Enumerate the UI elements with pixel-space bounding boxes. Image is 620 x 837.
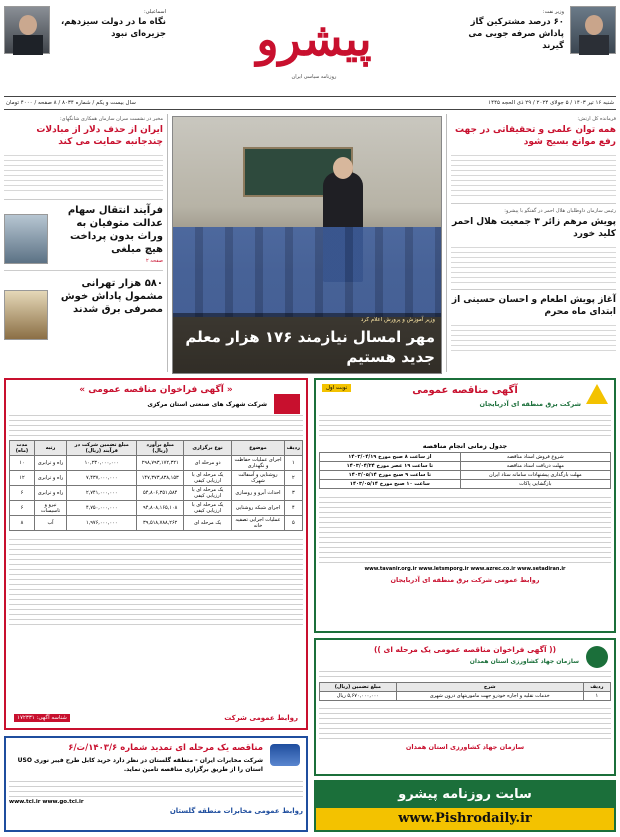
left-kicker: اسماعیلی:: [144, 9, 166, 15]
redcrescent-body: [451, 243, 616, 285]
tender-table: ردیف موضوع نوع برگزاری مبلغ برآورد (ریال) مبلغ تضمین شرکت در فرآیند (ریال) رتبه مدت (ماه) ۱ اجرای عملیات حفاظت و نگهداری دو مرحله ای ۲۹۸,۷۹۳,۱۷۲,۳۲۱ ۱۰,۲۳۰,۰۰۰,۰۰۰ راه و ترابری ۱۰ ۲ روشنایی و آسفالت شهرک یک مرحله ای با ارزیابی کیفی ۱۴۷,۳۷۳,۸۳۸,۱۵۳ ۷,۴۳۷,۰۰۰,۰۰۰ راه و ترابری ۱۲ ۳ احداث آبرو و روسازی یک مرحله ای با ارزیابی کیفی ۵۴,۸۰۶,۳۵۱,۵۸۴ ۲,۷۴۱,۰۰۰,۰۰۰ راه و ترابری ۶ ۴ اجرای شبکه روشنایی یک مرحله ای با ارزیابی کیفی ۹۴,۸۰۸,۱۶۵,۱۰۸ ۴,۷۵۰,۰۰۰,۰۰۰ نیرو و تاسیسات ۶ ۵ عملیات اجرایی تصفیه خانه یک مرحله ای ۳۹,۵۱۸,۷۸۸,۲۶۲ ۱,۹۷۶,۰۰۰,۰۰۰ آب ۸: [9, 440, 303, 531]
schedule-table: شروع فروش اسناد مناقصه از ساعت ۸ صبح مورخ ۱۴۰۳/۰۴/۱۹ مهلت دریافت اسناد مناقصه تا ساعت ۱۹ عصر مورخ ۱۴۰۳/۰۴/۲۴ مهلت بارگذاری پیشنهادات سامانه ستاد ایران تا ساعت ۹ صبح مورخ ۱۴۰۳/۰۵/۱۴ بازگشایی پاکات ساعت ۱۰ صبح مورخ ۱۴۰۳/۰۵/۱۴: [319, 452, 611, 489]
table-row: ۱ اجرای عملیات حفاظت و نگهداری دو مرحله ای ۲۹۸,۷۹۳,۱۷۲,۳۲۱ ۱۰,۲۳۰,۰۰۰,۰۰۰ راه و ترابری ۱۰: [10, 456, 303, 471]
ad-footer: روابط عمومی شرکت برق منطقه ای آذربایجان: [390, 576, 540, 584]
army-body: [451, 151, 616, 199]
main-headline: مهر امسال نیازمند ۱۷۶ هزار معلم جدید هستیم: [185, 328, 435, 366]
date-bar: [4, 96, 616, 110]
ad-company: شرکت شهرک های صنعتی استان مرکزی: [147, 401, 267, 408]
ad-sites: www.tci.ir www.go.tci.ir: [9, 799, 84, 805]
date-line: شنبه ۱۶ تیر ۱۴۰۳ / ۵ جولای ۲۰۲۴ / ۲۹ ذی الحجه ۱۴۴۵: [488, 100, 614, 106]
ad-intro-text: [319, 411, 611, 439]
logo-text: پیشرو: [256, 12, 372, 66]
left-masthead-headline: نگاه ما در دولت سیزدهم، جزیره‌ای نبود: [61, 17, 166, 39]
ad-subtitle: شرکت برق منطقه ای آذربایجان: [479, 400, 581, 408]
first-notice-badge: نوبت اول: [322, 384, 351, 392]
ad-azarbaijan-electric: [314, 378, 616, 633]
ad-intro-text: [9, 411, 303, 437]
ad-number: شناسه آگهی: ۱۷۲۳۳۱: [14, 714, 70, 722]
page-ref: صفحه ۲: [146, 258, 163, 264]
muharram-headline: آغاز پویش اطعام و احسان حسینی از ابتدای ماه محرم: [451, 295, 616, 317]
ad-footer: روابط عمومی شرکت: [224, 714, 298, 722]
right-news-column: [446, 114, 616, 372]
ad-title: (( آگهی فراخوان مناقصه عمومی یک مرحله ای )): [373, 645, 557, 654]
mokhber-kicker: مخبر در نشست سران سازمان همکاری شانگهای:: [59, 116, 163, 122]
ad-footer: سازمان جهاد کشاورزی استان همدان: [405, 743, 525, 751]
mokhber-headline: ایران از حذف دلار از مبادلات چندجانبه حمایت می کند: [36, 125, 163, 147]
photo-caption-box: [173, 313, 442, 374]
table-row: ۲ روشنایی و آسفالت شهرک یک مرحله ای با ارزیابی کیفی ۱۴۷,۳۷۳,۸۳۸,۱۵۳ ۷,۴۳۷,۰۰۰,۰۰۰ راه و ترابری ۱۲: [10, 471, 303, 486]
mokhber-body: [4, 151, 163, 195]
photo-kicker: وزیر آموزش و پرورش اعلام کرد: [360, 317, 435, 323]
students: [173, 227, 442, 317]
issue-line: سال بیست و یکم / شماره ۸۰۳۴ / ۸ صفحه / ۴۰۰۰ تومان: [6, 100, 136, 106]
ad-details-text: [9, 777, 303, 797]
ad-details-text: [319, 493, 611, 563]
agriculture-table: ردیف شرح مبلغ تضمین (ریال) ۱ خدمات نقلیه و اجاره خودرو جهت ماموریتهای درون شهری ۵,۶۷۰,۰۰۰,۰۰۰ ریال: [319, 682, 611, 701]
table-row: ۱ خدمات نقلیه و اجاره خودرو جهت ماموریتهای درون شهری ۵,۶۷۰,۰۰۰,۰۰۰ ریال: [320, 692, 611, 701]
masthead: [4, 4, 616, 112]
banner-title: سایت روزنامه پیشرو: [316, 782, 614, 808]
army-headline: همه توان علمی و تحقیقاتی در جهت رفع موانع بسیج شود: [455, 125, 616, 147]
right-kicker: وزیر نفت:: [542, 9, 564, 15]
redcrescent-kicker: رئیس سازمان داوطلبان هلال احمر در گفتگو با پیشرو:: [504, 208, 616, 214]
shares-photo: [4, 214, 48, 264]
oil-minister-photo: [570, 6, 616, 54]
ad-title: مناقصه یک مرحله ای تمدید شماره ۱۴۰۳/۶/ت/۶: [68, 743, 263, 753]
schedule-title: جدول زمانی انجام مناقصه: [422, 442, 508, 450]
table-row: ۴ اجرای شبکه روشنایی یک مرحله ای با ارزیابی کیفی ۹۴,۸۰۸,۱۶۵,۱۰۸ ۴,۷۵۰,۰۰۰,۰۰۰ نیرو و تاسیسات ۶: [10, 501, 303, 516]
right-masthead-headline: ۶۰ درصد مشترکین گاز پاداش صرفه جویی می گیرند: [468, 17, 564, 51]
ad-golestan-telecom: [4, 736, 308, 832]
ad-details-text: [319, 704, 611, 740]
ad-hamedan-agriculture: [314, 638, 616, 776]
site-banner: [314, 780, 616, 832]
culture-minister-photo: [4, 6, 50, 54]
tehran-photo: [4, 290, 48, 340]
telecom-logo: [270, 744, 300, 766]
tehran-headline: ۵۸۰ هزار تهرانی مشمول پاداش خوش مصرفی برق شدند: [60, 278, 163, 315]
ad-sites: www.tavanir.org.ir www.letsmporg.ir www.azrec.co.ir www.setadiran.ir: [364, 566, 566, 572]
banner-url[interactable]: www.Pishrodaily.ir: [316, 808, 614, 830]
table-row: ۵ عملیات اجرایی تصفیه خانه یک مرحله ای ۳۹,۵۱۸,۷۸۸,۲۶۲ ۱,۹۷۶,۰۰۰,۰۰۰ آب ۸: [10, 516, 303, 531]
ad-markazi-industrial: [4, 378, 308, 730]
ad-details-text: [9, 535, 303, 625]
ad-title: آگهی مناقصه عمومی: [412, 385, 518, 396]
army-kicker: فرمانده کل ارتش:: [577, 116, 616, 122]
ad-intro-text: [319, 667, 611, 679]
logo-subtitle: روزنامه سیاسی ایران: [291, 74, 337, 80]
muharram-body: [451, 321, 616, 355]
left-news-column: [4, 114, 168, 372]
industrial-logo: [274, 394, 300, 414]
classroom-photo: [172, 116, 442, 374]
ad-body: شرکت مخابرات ایران - منطقه گلستان در نظر دارد خرید کابل طرح فیبر نوری USO استان را از طریق برگزاری مناقصه تامین نماید.: [17, 757, 263, 773]
agriculture-logo: [586, 646, 608, 668]
shares-headline: فرآیند انتقال سهام عدالت متوفیان به وراث بدون پرداخت هیچ مبلغی: [67, 205, 163, 255]
ad-footer: روابط عمومی مخابرات منطقه گلستان: [169, 807, 303, 815]
ad-title: « آگهی فراخوان مناقصه عمومی »: [79, 385, 233, 395]
redcrescent-headline: پویش مرهم زائر ۳ جمعیت هلال احمر کلید خورد: [451, 217, 616, 239]
logo: [234, 4, 394, 74]
table-row: ۳ احداث آبرو و روسازی یک مرحله ای با ارزیابی کیفی ۵۴,۸۰۶,۳۵۱,۵۸۴ ۲,۷۴۱,۰۰۰,۰۰۰ راه و ترابری ۶: [10, 486, 303, 501]
ad-subtitle: سازمان جهاد کشاورزی استان همدان: [469, 658, 579, 665]
